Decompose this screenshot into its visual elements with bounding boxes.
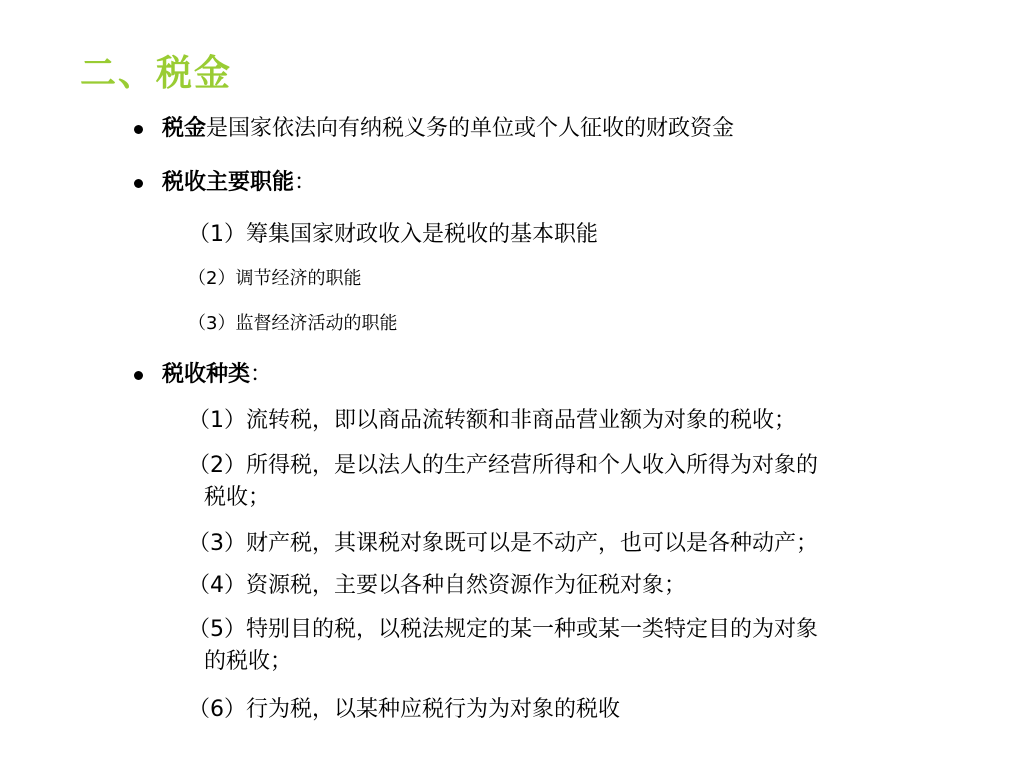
type-item-5-line2: 的税收； <box>204 649 293 674</box>
type-item-2 <box>188 450 818 514</box>
type-item-6-line1: （6）行为税，以某种应税行为为对象的税收 <box>188 697 620 722</box>
type-item-5-line1: （5）特别目的税，以税法规定的某一种或某一类特定目的为对象 <box>188 617 818 642</box>
type-item-3-line1: （3）财产税，其课税对象既可以是不动产，也可以是各种动产； <box>188 531 818 556</box>
types-heading: 税收种类 <box>162 362 251 387</box>
type-item-6 <box>188 694 620 726</box>
bullet-definition-text <box>162 114 734 144</box>
function-item-3: （3）监督经济活动的职能 <box>188 313 398 334</box>
function-item-1: （1）筹集国家财政收入是税收的基本职能 <box>188 222 598 247</box>
type-item-5 <box>188 614 818 678</box>
type-item-2-line1: （2）所得税，是以法人的生产经营所得和个人收入所得为对象的 <box>188 453 818 478</box>
definition-text: 是国家依法向有纳税义务的单位或个人征收的财政资金 <box>206 116 735 141</box>
bullet-dot-icon <box>134 125 143 134</box>
type-item-1-line1: （1）流转税，即以商品流转额和非商品营业额为对象的税收； <box>188 408 796 433</box>
slide-title: 二、税金 <box>80 53 233 94</box>
functions-colon: ： <box>294 170 317 195</box>
type-item-2-line2: 税收； <box>204 485 271 510</box>
types-colon: ： <box>250 362 273 387</box>
type-item-4 <box>188 570 686 602</box>
bullet-types-text <box>162 360 272 390</box>
function-item-2: （2）调节经济的职能 <box>188 268 362 289</box>
type-item-4-line1: （4）资源税，主要以各种自然资源作为征税对象； <box>188 573 686 598</box>
bullet-dot-icon <box>134 179 143 188</box>
type-item-1 <box>188 405 796 437</box>
functions-heading: 税收主要职能 <box>162 170 295 195</box>
type-item-3 <box>188 528 818 560</box>
bullet-dot-icon <box>134 371 143 380</box>
term-tax: 税金 <box>162 116 207 141</box>
bullet-functions-text <box>162 168 316 198</box>
